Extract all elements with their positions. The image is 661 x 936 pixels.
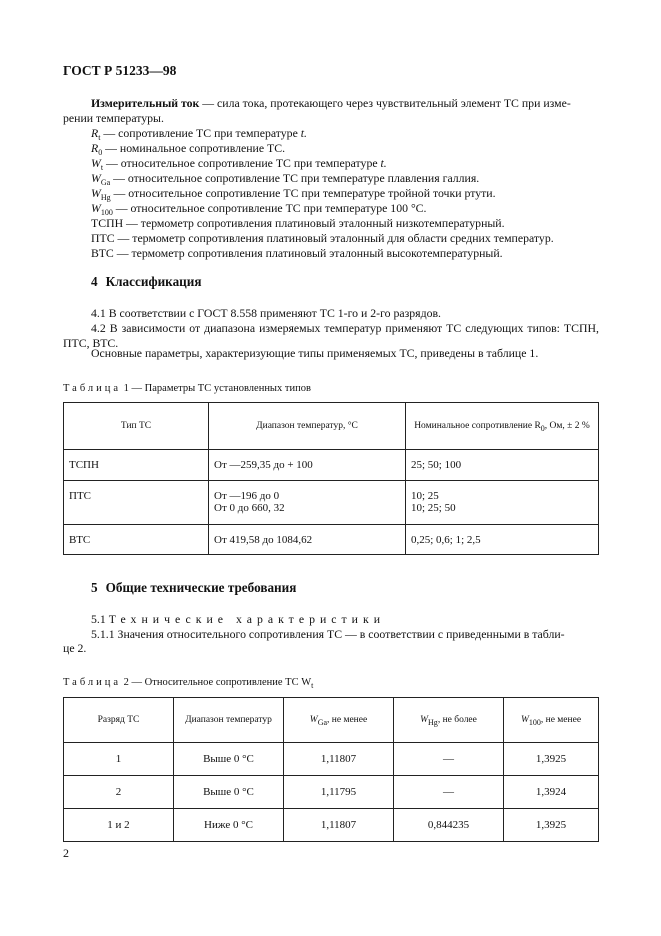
definition-item: $W_t$ — относительное сопротивление ТС при температуре t. xyxy=(91,156,387,172)
table-cell: 1 и 2 xyxy=(64,809,174,842)
paragraph-4-3: Основные параметры, характеризующие типы применяемых ТС, приведены в таблице 1. xyxy=(91,346,539,360)
cell-resistance: 25; 50; 100 xyxy=(406,450,599,481)
cell-type: ВТС xyxy=(64,525,209,555)
abbreviation-item: ВТС — термометр сопротивления платиновый эталонный высокотемпературный. xyxy=(91,246,503,260)
definition-item: $R_t$ — сопротивление ТС при температуре t. xyxy=(91,126,308,142)
definition-item: $W_{Hg}$ — относительное сопротивление ТС при температуре тройной точки ртути. xyxy=(91,186,496,202)
table-cell: 1,11807 xyxy=(284,809,394,842)
table-2-caption: Таблица 2 — Относительное сопротивление ТС $W_t$ xyxy=(63,677,314,690)
table-cell: 1,3924 xyxy=(504,776,599,809)
table-cell: Ниже 0 °С xyxy=(174,809,284,842)
term-bold: Измерительный ток xyxy=(91,96,200,110)
table-cell: 1,3925 xyxy=(504,809,599,842)
table-cell: — xyxy=(394,743,504,776)
paragraph-5-1-1: 5.1.1 Значения относительного сопротивления ТС — в соответствии с приведенными в табли- xyxy=(91,627,565,641)
abbreviation-item: ТСПН — термометр сопротивления платиновый эталонный низкотемпературный. xyxy=(91,216,505,230)
column-header: $W_{Ga}$, не менее xyxy=(284,698,394,743)
table-cell: 0,844235 xyxy=(394,809,504,842)
table-1 xyxy=(63,402,599,555)
table-cell: 1,11795 xyxy=(284,776,394,809)
definition-item: $W_{Ga}$ — относительное сопротивление ТС при температуре плавления галлия. xyxy=(91,171,480,187)
column-header: $W_{100}$, не менее xyxy=(504,698,599,743)
table-2 xyxy=(63,697,599,842)
table-cell: 1,11807 xyxy=(284,743,394,776)
column-header: Разряд ТС xyxy=(64,698,174,743)
table-row xyxy=(64,525,599,555)
paragraph-4-2: 4.2 В зависимости от диапазона измеряемых температур применяют ТС следующих типов: ТСПН, ПТС, ВТС. xyxy=(63,321,599,350)
cell-resistance: 0,25; 0,6; 1; 2,5 xyxy=(406,525,599,555)
table-header-row xyxy=(64,698,599,743)
cell-type: ПТС xyxy=(64,481,209,525)
column-header: Диапазон температур xyxy=(174,698,284,743)
table-row xyxy=(64,481,599,525)
definition-item: $W_{100}$ — относительное сопротивление ТС при температуре 100 °С. xyxy=(91,201,427,217)
document-header: ГОСТ Р 51233—98 xyxy=(63,63,177,78)
definition-current-cont: рении температуры. xyxy=(63,111,164,125)
table-cell: 2 xyxy=(64,776,174,809)
table-row xyxy=(64,743,599,776)
abbreviation-item: ПТС — термометр сопротивления платиновый эталонный для области средних температур. xyxy=(91,231,554,245)
cell-type: ТСПН xyxy=(64,450,209,481)
table-cell: 1 xyxy=(64,743,174,776)
section-heading-5: 5 Общие технические требования xyxy=(91,580,297,595)
column-header: Номинальное сопротивление $R_0$, Ом, ± 2 % xyxy=(406,403,599,450)
table-cell: — xyxy=(394,776,504,809)
table-cell: 1,3925 xyxy=(504,743,599,776)
term-text: — сила тока, протекающего через чувствительный элемент ТС при изме- xyxy=(199,96,571,110)
paragraph-4-1: 4.1 В соответствии с ГОСТ 8.558 применяют ТС 1-го и 2-го разрядов. xyxy=(91,306,442,320)
column-header: Тип ТС xyxy=(64,403,209,450)
subsection-heading-5-1: 5.1 Технические характеристики xyxy=(91,612,386,626)
cell-range: От 419,58 до 1084,62 xyxy=(209,525,406,555)
definition-item: $R_0$ — номинальное сопротивление ТС. xyxy=(91,141,286,157)
table-1-caption: Таблица 1 — Параметры ТС установленных типов xyxy=(63,383,311,394)
table-cell: Выше 0 °С xyxy=(174,743,284,776)
table-row xyxy=(64,776,599,809)
table-cell: Выше 0 °С xyxy=(174,776,284,809)
cell-range: От —196 до 0 От 0 до 660, 32 xyxy=(209,481,406,525)
cell-resistance: 10; 25 10; 25; 50 xyxy=(406,481,599,525)
section-heading-4: 4 Классификация xyxy=(91,274,202,289)
cell-range: От —259,35 до + 100 xyxy=(209,450,406,481)
paragraph-5-1-1-cont: це 2. xyxy=(63,641,87,655)
definition-current xyxy=(91,96,571,111)
column-header: Диапазон температур, °С xyxy=(209,403,406,450)
table-header-row xyxy=(64,403,599,450)
column-header: $W_{Hg}$, не более xyxy=(394,698,504,743)
table-row xyxy=(64,450,599,481)
page-number: 2 xyxy=(63,846,69,860)
table-row xyxy=(64,809,599,842)
